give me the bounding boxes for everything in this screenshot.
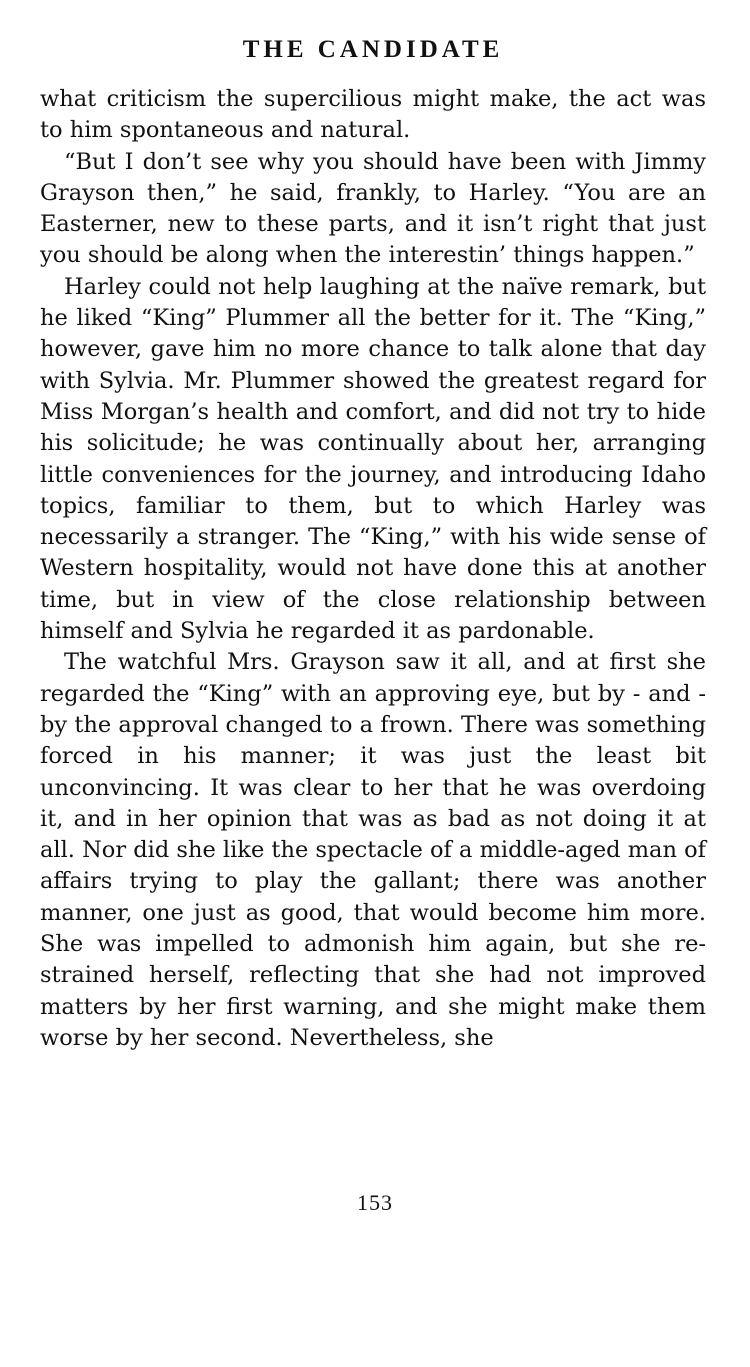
paragraph: “But I don’t see why you should have been with Jimmy Grayson then,” he said, frankly, to Harley. “You are an Easterner, new to these parts, and it isn’t right that just you should be along when the interestin’ things happen.” xyxy=(40,148,706,269)
page-number: 153 xyxy=(357,1190,393,1215)
paragraph: The watchful Mrs. Grayson saw it all, and at first she regarded the “King” with an approving eye, but by - and - by the approval changed to a frown. There was something forced in his manner; it was just the least bit unconvincing. It was clear to her that he was overdoing it, and in her opinion that was as bad as not doing it at all. Nor did she like the spectacle of a middle-aged man of affairs trying to play the gallant; there was another manner, one just as good, that would become him more. She was impelled to admonish him again, but she restrained herself, reflecting that she had not improved matters by her first warning, and she might make them worse by her second. Nevertheless, she xyxy=(40,649,706,1051)
book-page xyxy=(40,28,706,1054)
paragraph-continuation: what criticism the supercilious might make, the act was to him spontaneous and natural. xyxy=(40,86,706,144)
paragraph: Harley could not help laughing at the naïve remark, but he liked “King” Plummer all the better for it. The “King,” however, gave him no more chance to talk alone that day with Sylvia. Mr. Plummer showed the greatest regard for Miss Morgan’s health and comfort, and did not try to hide his solicitude; he was continually about her, arranging little conveniences for the journey, and introducing Idaho topics, familiar to them, but to which Harley was necessarily a stranger. The “King,” with his wide sense of Western hospitality, would not have done this at another time, but in view of the close relationship between himself and Sylvia he regarded it as pardonable. xyxy=(40,273,706,645)
body-text xyxy=(40,84,706,1054)
running-head: THE CANDIDATE xyxy=(242,36,504,63)
